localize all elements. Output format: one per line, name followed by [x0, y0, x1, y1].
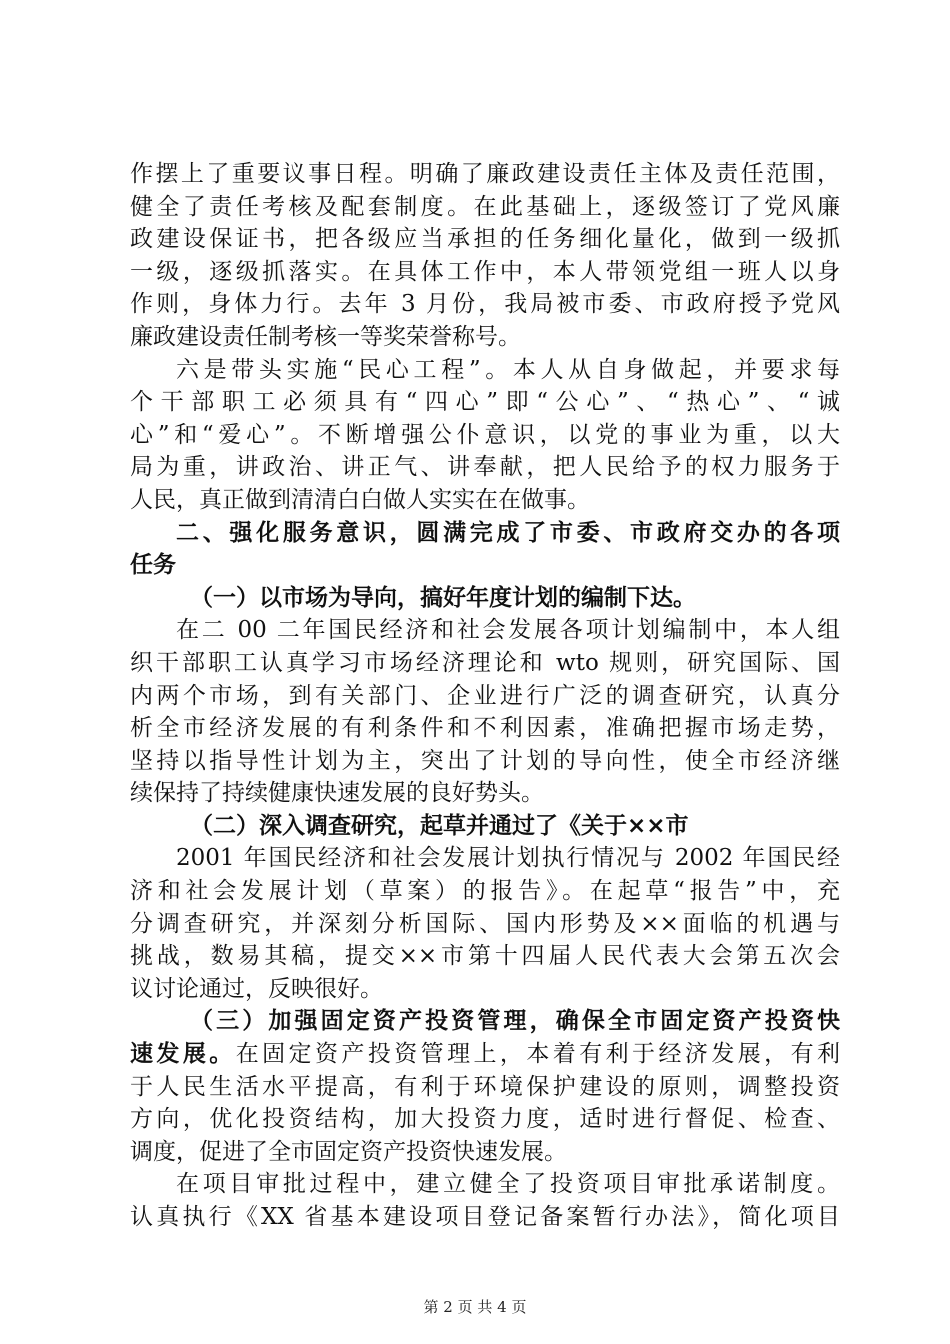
- paragraph-line: 在项目审批过程中，建立健全了投资项目审批承诺制度。: [176, 1171, 840, 1198]
- subsection-heading: （一）以市场为导向，搞好年度计划的编制下达。: [190, 584, 696, 611]
- paragraph-line: 调度，促进了全市固定资产投资快速发展。: [130, 1138, 567, 1165]
- paragraph-line: 六是带头实施“民心工程”。本人从自身做起，并要求每: [176, 356, 840, 383]
- paragraph-line: [130, 1038, 840, 1071]
- paragraph-line: 织干部职工认真学习市场经济理论和 wto 规则，研究国际、国: [130, 649, 840, 676]
- paragraph-line: 作摆上了重要议事日程。明确了廉政建设责任主体及责任范围，: [130, 161, 840, 187]
- paragraph-line: 人民，真正做到清清白白做人实实在在做事。: [130, 486, 590, 513]
- paragraph-line: 个干部职工必须具有“四心”即“公心”、“热心”、“诚: [130, 389, 840, 416]
- paragraph-line: 心”和“爱心”。不断增强公仆意识，以党的事业为重，以大: [130, 421, 840, 448]
- paragraph-line: 于人民生活水平提高，有利于环境保护建设的原则，调整投资: [130, 1073, 840, 1100]
- paragraph-line: 健全了责任考核及配套制度。在此基础上，逐级签订了党风廉: [130, 193, 840, 220]
- subsection-heading: （三）加强固定资产投资管理，确保全市固定资产投资快: [190, 1008, 840, 1035]
- paragraph-line: 内两个市场，到有关部门、企业进行广泛的调查研究，认真分: [130, 682, 840, 709]
- paragraph-line: 方向，优化投资结构，加大投资力度，适时进行督促、检查、: [130, 1106, 840, 1133]
- page-footer: 第 2 页 共 4 页: [423, 1298, 527, 1316]
- paragraph-line: 在二 00 二年国民经济和社会发展各项计划编制中，本人组: [176, 617, 840, 644]
- document-body: [130, 158, 840, 1234]
- paragraph-line: 作则，身体力行。去年 3 月份，我局被市委、市政府授予党风: [130, 291, 840, 318]
- section-heading: 任务: [130, 552, 176, 579]
- paragraph-line: 局为重，讲政治、讲正气、讲奉献，把人民给予的权力服务于: [130, 454, 840, 481]
- paragraph-line: 2001 年国民经济和社会发展计划执行情况与 2002 年国民经: [176, 845, 840, 872]
- paragraph-line: 一级，逐级抓落实。在具体工作中，本人带领党组一班人以身: [130, 258, 840, 285]
- paragraph-line: 廉政建设责任制考核一等奖荣誉称号。: [130, 323, 521, 350]
- subsection-heading: （二）深入调查研究，起草并通过了《关于××市: [190, 812, 689, 839]
- paragraph-line: 挑战，数易其稿，提交××市第十四届人民代表大会第五次会: [130, 943, 840, 970]
- section-heading: 二、强化服务意识，圆满完成了市委、市政府交办的各项: [176, 519, 840, 546]
- paragraph-line: 续保持了持续健康快速发展的良好势头。: [130, 780, 544, 807]
- paragraph-line: 政建设保证书，把各级应当承担的任务细化量化，做到一级抓: [130, 226, 840, 253]
- paragraph-text: 在固定资产投资管理上，本着有利于经济发展，有利: [235, 1041, 841, 1068]
- paragraph-line: 议讨论通过，反映很好。: [130, 975, 383, 1002]
- paragraph-line: 分调查研究，并深刻分析国际、国内形势及××面临的机遇与: [130, 910, 840, 937]
- paragraph-line: 坚持以指导性计划为主，突出了计划的导向性，使全市经济继: [130, 747, 840, 774]
- subsection-heading: 速发展。: [130, 1041, 236, 1068]
- paragraph-line: 济和社会发展计划（草案）的报告》。在起草“报告”中，充: [130, 878, 840, 905]
- paragraph-line: 析全市经济发展的有利条件和不利因素，准确把握市场走势，: [130, 715, 840, 742]
- paragraph-line: 认真执行《XX 省基本建设项目登记备案暂行办法》，简化项目: [130, 1204, 840, 1230]
